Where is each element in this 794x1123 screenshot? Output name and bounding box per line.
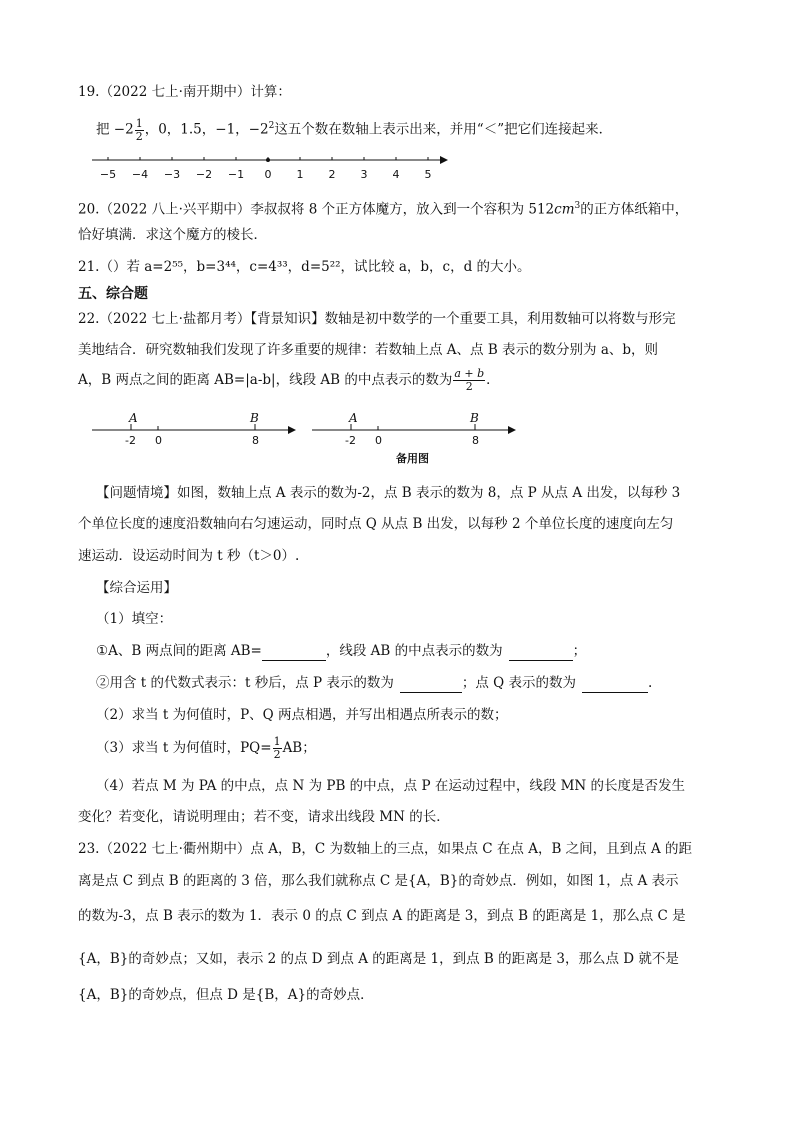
q22-part1b <box>96 673 652 693</box>
q20-unit-exp: 3 <box>574 201 581 211</box>
q19-suffix: 这五个数在数轴上表示出来，并用“＜”把它们连接起来． <box>274 121 613 138</box>
q22-part3-den: 2 <box>273 748 281 761</box>
q22-fig1-label-a: A <box>129 411 138 425</box>
q22-fig1-label-b: B <box>250 411 259 425</box>
q22-fig2-val-b: 8 <box>472 434 479 447</box>
q19-header: 19.（2022 七上·南开期中）计算： <box>78 84 291 100</box>
q20-unit: cm <box>554 201 575 218</box>
q22-part1-title: （1）填空： <box>96 611 173 627</box>
q22-fig1-val-0: 0 <box>155 434 162 447</box>
q20-text-end: 的正方体纸箱中， <box>580 201 689 218</box>
q22-fig2-label-a: A <box>349 411 358 425</box>
q19-list: ，0，1.5，−1，−2 <box>144 121 269 138</box>
q19-neg-mixed: −2 <box>113 121 134 138</box>
q19-tick-label: −4 <box>131 168 149 181</box>
q22-figure-backup <box>310 408 525 466</box>
q22-answer-blank-q[interactable] <box>582 678 648 693</box>
q23-line4: {A，B}的奇妙点；又如，表示 2 的点 D 到点 A 的距离是 1，到点 B 的距离是 3，那么点 D 就不是 <box>78 951 679 967</box>
q22-part1a-end: ； <box>572 643 587 659</box>
q22-line3-end: ． <box>486 372 500 388</box>
q23-line3: 的数为-3，点 B 表示的数为 1．表示 0 的点 C 到点 A 的距离是 3，到点 B 的距离是 1，那么点 C 是 <box>78 908 686 924</box>
q22-part3-fraction <box>273 736 282 761</box>
q19-statement <box>96 116 612 143</box>
q19-origin-dot <box>266 158 270 162</box>
q22-answer-blank-ab[interactable] <box>262 646 326 661</box>
q19-number-line <box>88 150 448 186</box>
q21-text: 21.（）若 a=2⁵⁵，b=3⁴⁴，c=4³³，d=5²²，试比较 a，b，c，d 的大小。 <box>78 259 531 275</box>
q19-power: 2 <box>268 121 275 131</box>
q19-fraction <box>135 118 144 143</box>
q22-part3-end: AB； <box>282 740 316 756</box>
q22-midpoint-fraction <box>453 368 485 393</box>
q19-tick-label: −3 <box>163 168 181 181</box>
q22-part3-text: （3）求当 t 为何值时，PQ= <box>96 740 272 756</box>
q22-mid-num: a + b <box>454 367 485 380</box>
q22-fig2-label-b: B <box>470 411 479 425</box>
q19-frac-den: 2 <box>135 129 143 143</box>
q22-part1a <box>96 641 586 661</box>
q20-line1 <box>78 196 688 220</box>
q22-apply-title: 【综合运用】 <box>96 580 177 596</box>
q19-tick-label: −1 <box>227 168 245 181</box>
q19-tick-label: −5 <box>99 168 117 181</box>
q19-tick-label: 4 <box>392 168 400 181</box>
q22-fig1-val-b: 8 <box>252 434 259 447</box>
q22-fig1-arrow <box>288 426 296 434</box>
q19-axis-arrow <box>440 156 448 164</box>
q22-situation2: 个单位长度的速度沿数轴向右匀速运动，同时点 Q 从点 B 出发，以每秒 2 个单位长度的速度向左匀 <box>78 516 674 532</box>
q22-part1b-end: . <box>648 675 653 691</box>
q22-fig2-val-a: -2 <box>345 434 356 447</box>
q22-fig1-val-a: -2 <box>125 434 136 447</box>
q22-figure-main <box>90 408 300 448</box>
q22-line1: 22.（2022 七上·盐都月考）【背景知识】数轴是初中数学的一个重要工具，利用数轴可以将数与形完 <box>78 311 676 327</box>
q19-tick-label: −2 <box>195 168 213 181</box>
q20-line2: 恰好填满．求这个魔方的棱长． <box>78 227 267 243</box>
q19-tick-label: 0 <box>264 168 272 181</box>
q23-line1: 23.（2022 七上·衢州期中）点 A，B，C 为数轴上的三点，如果点 C 在点 A，B 之间，且到点 A 的距 <box>78 841 692 857</box>
q22-answer-blank-p[interactable] <box>400 678 462 693</box>
q22-fig2-val-0: 0 <box>375 434 382 447</box>
q22-part1a-mid: ，线段 AB 的中点表示的数为 <box>325 643 503 659</box>
q22-mid-den: 2 <box>465 380 473 393</box>
q19-tick-label: 1 <box>296 168 304 181</box>
section-title: 五、综合题 <box>78 286 148 302</box>
q22-answer-blank-midpoint[interactable] <box>509 646 573 661</box>
q19-prefix: 把 <box>96 121 114 138</box>
q19-tick-label: 5 <box>424 168 432 181</box>
q22-part2: （2）求当 t 为何值时，P、Q 两点相遇，并写出相遇点所表示的数； <box>96 707 508 723</box>
q23-line5: {A，B}的奇妙点，但点 D 是{B，A}的奇妙点． <box>78 987 374 1003</box>
q22-part4-line1: （4）若点 M 为 PA 的中点，点 N 为 PB 的中点，点 P 在运动过程中，线段 MN 的长度是否发生 <box>96 778 686 794</box>
q19-frac-num: 1 <box>135 116 143 130</box>
q22-line2: 美地结合．研究数轴我们发现了许多重要的规律：若数轴上点 A、点 B 表示的数分别为 a、b，则 <box>78 342 659 358</box>
q22-part3 <box>96 736 316 761</box>
q22-situation1: 【问题情境】如图，数轴上点 A 表示的数为-2，点 B 表示的数为 8，点 P 从点 A 出发，以每秒 3 <box>96 485 681 501</box>
q19-tick-label: 3 <box>360 168 368 181</box>
q22-part1b-mid: ；点 Q 表示的数为 <box>461 675 577 691</box>
q22-line3 <box>78 368 500 393</box>
q22-fig2-arrow <box>508 426 516 434</box>
q23-line2: 离是点 C 到点 B 的距离的 3 倍，那么我们就称点 C 是{A，B}的奇妙点．例如，如图 1，点 A 表示 <box>78 873 679 889</box>
q22-part4-line2: 变化？若变化，请说明理由；若不变，请求出线段 MN 的长． <box>78 809 450 825</box>
q20-text: 20.（2022 八上·兴平期中）李叔叔将 8 个正方体魔方，放入到一个容积为 512 <box>78 201 555 218</box>
q22-line3-text: A，B 两点之间的距离 AB=|a-b|，线段 AB 的中点表示的数为 <box>78 372 453 388</box>
q22-fig2-caption: 备用图 <box>396 452 429 465</box>
q22-situation3: 速运动．设运动时间为 t 秒（t＞0）. <box>78 548 300 564</box>
q19-tick-label: 2 <box>328 168 336 181</box>
q22-part3-num: 1 <box>273 735 281 748</box>
q22-part1a-text: ①A、B 两点间的距离 AB= <box>96 643 262 659</box>
q22-part1b-text: ②用含 t 的代数式表示：t 秒后，点 P 表示的数为 <box>96 675 394 691</box>
